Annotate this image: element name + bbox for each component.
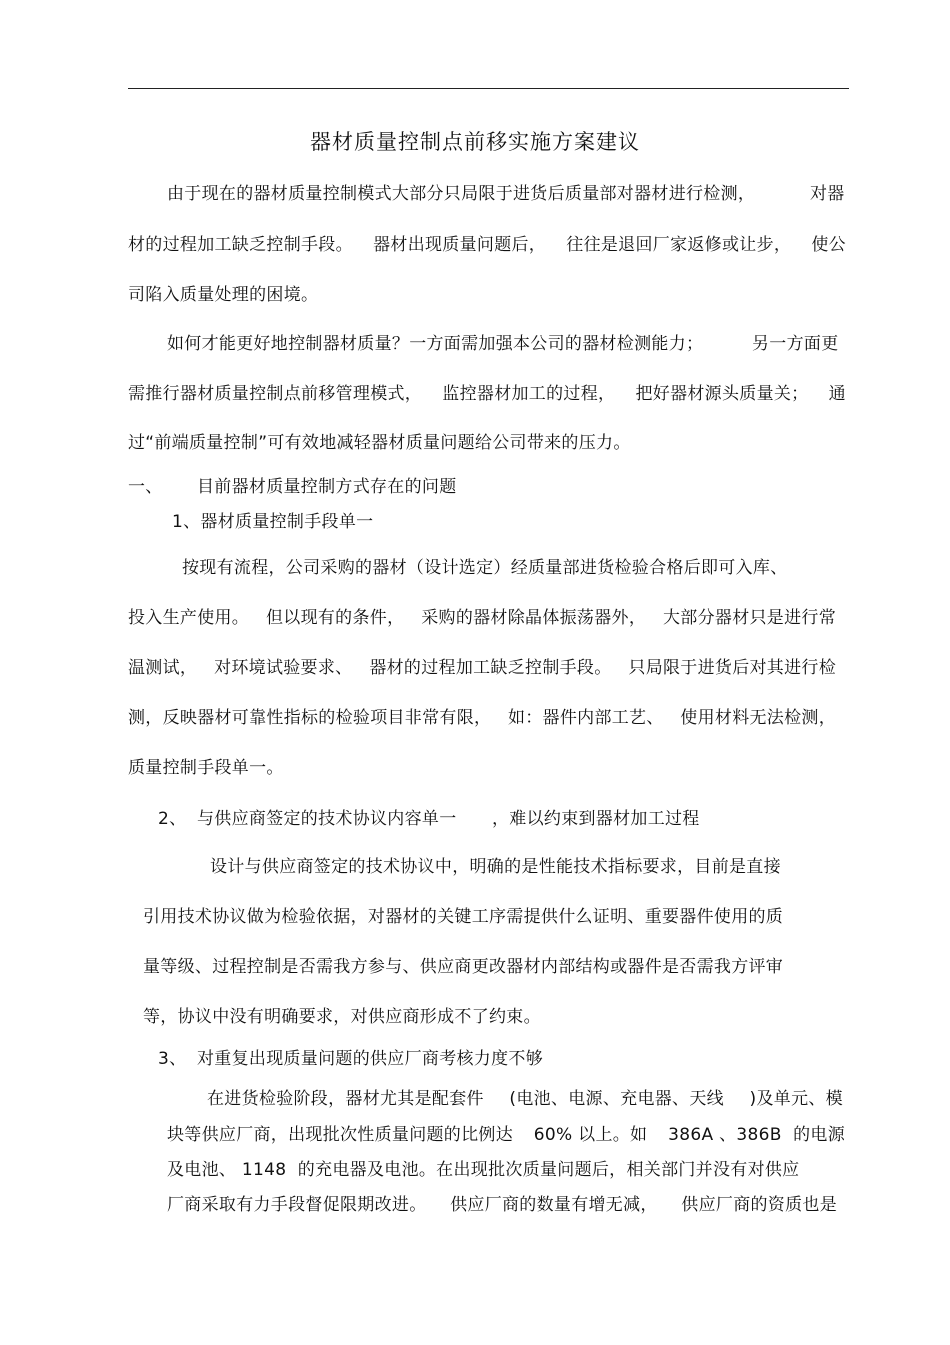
item-3-line-1-seg: (电池、电源、充电器、天线 [509,1089,724,1109]
item-1-line-2 [128,607,836,629]
item-3-heading: 对重复出现质量问题的供应厂商考核力度不够 [197,1049,543,1069]
item-1-line-4-seg: 使用材料无法检测， [680,708,836,728]
item-1-line-2-seg: 投入生产使用。 [128,608,250,628]
p2-line-3: 过“前端质量控制”可有效地减轻器材质量问题给公司带来的压力。 [128,433,631,453]
item-1-line-2-seg: 采购的器材除晶体振荡器外， [421,608,647,628]
item-3-line-2-seg: 60% 以上。如 [533,1125,648,1145]
item-2-number: 2、 [158,809,187,829]
item-3-line-4-seg: 供应厂商的资质也是 [681,1195,837,1215]
item-2-line-2: 引用技术协议做为检验依据，对器材的关键工序需提供什么证明、重要器件使用的质 [143,907,784,927]
p2-line-2-seg: 把好器材源头质量关； [635,384,809,404]
item-2-heading-a: 与供应商签定的技术协议内容单一 [197,809,457,829]
item-3-line-1 [207,1088,843,1110]
item-1-line-4 [128,707,836,729]
item-1-heading: 1、器材质量控制手段单一 [172,512,374,532]
p1-line-2-seg: 往往是退回厂家返修或让步， [566,235,792,255]
p1-line-3: 司陷入质量处理的困境。 [128,285,319,305]
item-3-line-4 [167,1194,837,1216]
item-2-line-3: 量等级、过程控制是否需我方参与、供应商更改器材内部结构或器件是否需我方评审 [143,957,784,977]
item-1-line-3 [128,657,836,679]
section-1-title: 目前器材质量控制方式存在的问题 [197,477,457,497]
section-1-number: 一、 [128,477,163,497]
p1-line-2-seg: 材的过程加工缺乏控制手段。 [128,235,353,255]
p1-line-1a: 由于现在的器材质量控制模式大部分只局限于进货后质量部对器材进行检测， [167,184,756,204]
p2-line-1a: 如何才能更好地控制器材质量？一方面需加强本公司的器材检测能力； [167,334,704,354]
item-1-line-2-seg: 但以现有的条件， [265,608,405,628]
p1-line-2-seg: 器材出现质量问题后， [373,235,547,255]
item-3-line-3: 及电池、 1148 的充电器及电池。在出现批次质量问题后，相关部门并没有对供应 [167,1160,800,1180]
item-3-line-1-seg: 在进货检验阶段，器材尤其是配套件 [207,1089,484,1109]
header-rule [128,88,849,89]
item-1-line-4-seg: 如：器件内部工艺、 [507,708,664,728]
item-3-line-2-seg: 块等供应厂商，出现批次性质量问题的比例达 [167,1125,513,1145]
item-1-line-3-seg: 温测试， [128,658,198,678]
p1-line-2 [128,234,846,256]
item-1-line-5: 质量控制手段单一。 [128,758,284,778]
item-2-heading-b: ，难以约束到器材加工过程 [492,809,700,829]
p2-line-2-seg: 监控器材加工的过程， [442,384,616,404]
item-1-line-1: 按现有流程，公司采购的器材（设计选定）经质量部进货检验合格后即可入库、 [182,558,788,578]
item-1-line-3-seg: 只局限于进货后对其进行检 [628,658,836,678]
item-3-line-2 [167,1124,845,1146]
item-2-line-1: 设计与供应商签定的技术协议中，明确的是性能技术指标要求，目前是直接 [210,857,781,877]
item-1-line-3-seg: 器材的过程加工缺乏控制手段。 [369,658,612,678]
document-title: 器材质量控制点前移实施方案建议 [310,130,640,154]
p1-line-2-seg: 使公 [811,235,846,255]
item-3-number: 3、 [158,1049,187,1069]
item-3-line-1-seg: )及单元、模 [749,1089,843,1109]
p2-line-1b: 另一方面更 [752,334,839,354]
item-3-line-4-seg: 供应厂商的数量有增无减， [450,1195,658,1215]
item-1-line-3-seg: 对环境试验要求、 [214,658,353,678]
p2-line-2-seg: 通 [828,384,846,404]
item-1-line-2-seg: 大部分器材只是进行常 [663,608,836,628]
item-1-line-4-seg: 测，反映器材可靠性指标的检验项目非常有限， [128,708,492,728]
p2-line-2 [128,383,846,405]
item-2-line-4: 等，协议中没有明确要求，对供应商形成不了约束。 [143,1007,541,1027]
p1-line-1b: 对器 [810,184,845,204]
item-3-line-4-seg: 厂商采取有力手段督促限期改进。 [167,1195,427,1215]
item-3-line-2-seg: 386A 、386B 的电源 [668,1125,845,1145]
p2-line-2-seg: 需推行器材质量控制点前移管理模式， [128,384,423,404]
